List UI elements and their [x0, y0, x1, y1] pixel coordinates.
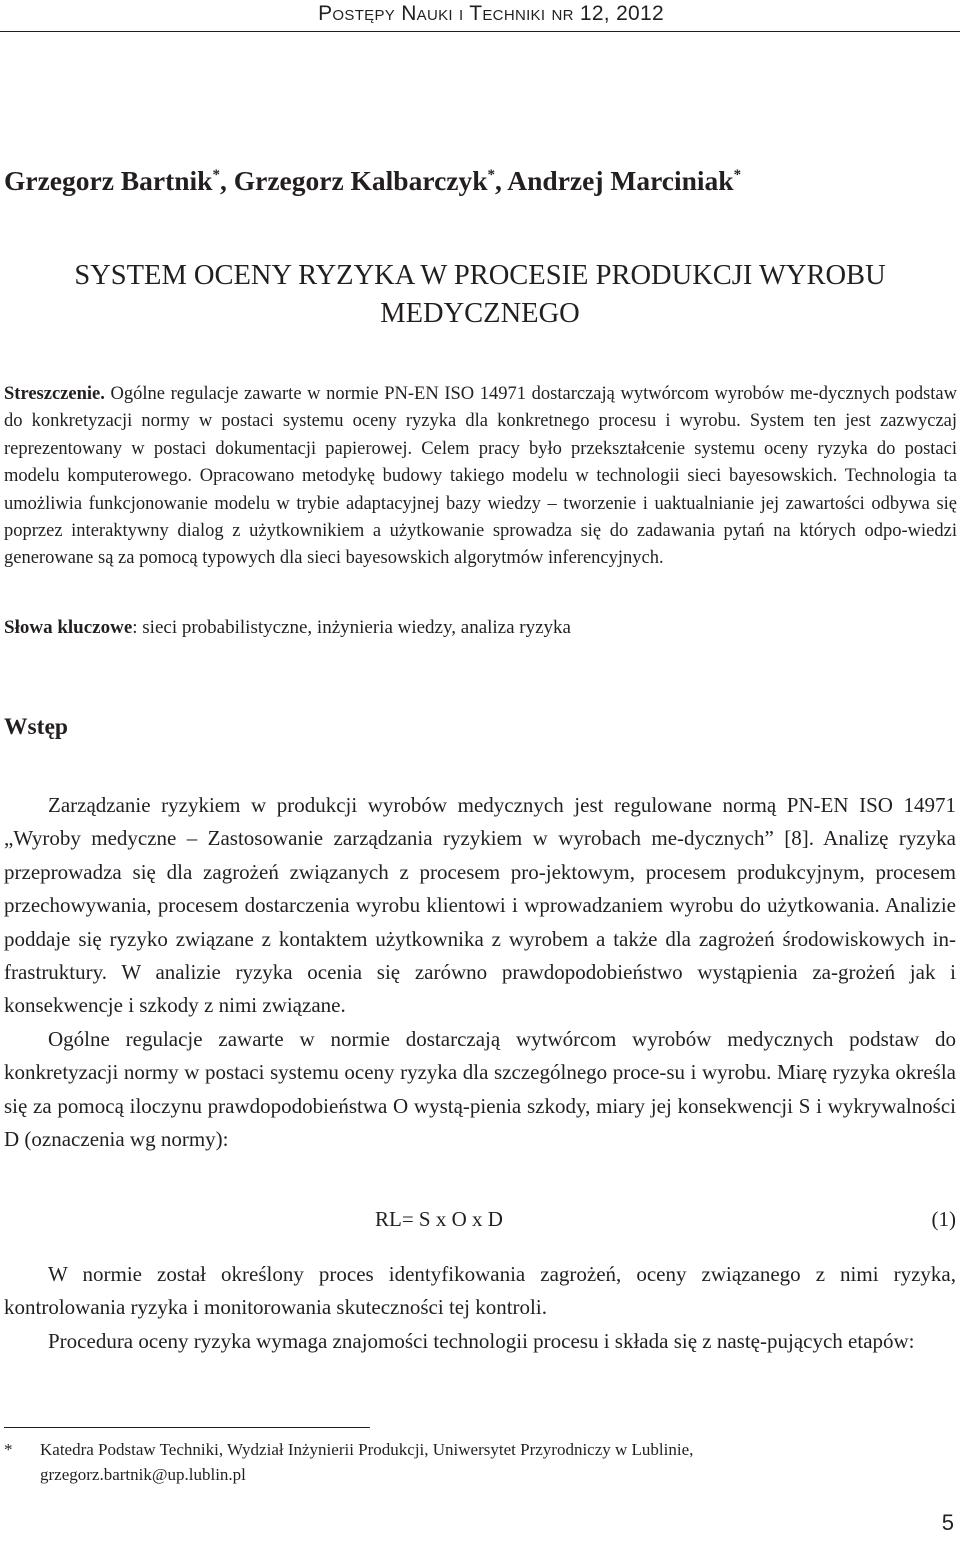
header-rule [0, 31, 960, 32]
footnote-affiliation: Katedra Podstaw Techniki, Wydział Inżynierii Produkcji, Uniwersytet Przyrodniczy w Lublinie, [40, 1440, 694, 1459]
section-heading: Wstęp [4, 714, 68, 740]
running-head: Postępy Nauki i Techniki nr 12, 2012 [318, 2, 664, 25]
body-text-continued [4, 1258, 956, 1358]
keywords [4, 614, 957, 642]
author-mark: * [212, 167, 220, 183]
paragraph: Procedura oceny ryzyka wymaga znajomości technologii procesu i składa się z nastę-pujących etapów: [48, 1328, 915, 1353]
author-name: Grzegorz Kalbarczyk [233, 165, 488, 196]
body-text [4, 789, 956, 1156]
abstract-label: Streszczenie. [4, 384, 105, 404]
article-title [0, 257, 960, 333]
author-separator: , [495, 165, 508, 196]
abstract-text: Ogólne regulacje zawarte w normie PN-EN ISO 14971 dostarczają wytwórcom wyrobów me-dycznych podstaw do konkretyzacji normy w postaci systemu oceny ryzyka dla konkretnego procesu i wyrobu. System ten jest zazwyczaj reprezentowany w postaci dokumentacji papierowej. Celem pracy było przekształcenie systemu oceny ryzyka do postaci modelu komputerowego. Opracowano metodykę budowy takiego modelu w technologii sieci bayesowskich. Technologia ta umożliwia funkcjonowanie modelu w trybie adaptacyjnej bazy wiedzy – tworzenie i uaktualnianie jej zawartości odbywa się poprzez interaktywny dialog z użytkownikiem a użytkowanie sprowadza się do zadawania pytań na których odpo-wiedzi generowane są za pomocą typowych dla sieci bayesowskich algorytmów inferencyjnych. [4, 384, 957, 569]
footnote-email: grzegorz.bartnik@up.lublin.pl [40, 1465, 246, 1484]
title-line: SYSTEM OCENY RYZYKA W PROCESIE PRODUKCJI WYROBU [74, 260, 886, 291]
footnote-mark: * [4, 1440, 13, 1459]
author-name: Grzegorz Bartnik [4, 165, 213, 196]
equation-expression: RL= S x O x D [375, 1207, 503, 1231]
footnote-rule [4, 1427, 370, 1428]
footnote-text [40, 1437, 904, 1487]
title-line: MEDYCZNEGO [380, 298, 580, 329]
author-mark: * [487, 167, 496, 183]
paragraph: Ogólne regulacje zawarte w normie dostarczają wytwórcom wyrobów medycznych podstaw do konkretyzacji normy w postaci systemu oceny ryzyka dla szczególnego proce-su i wyrobu. Miarę ryzyka określa się za pomocą iloczynu prawdopodobieństwa O wystą-pienia szkody, miary jej konsekwencji S i wykrywalności D (oznaczenia wg normy): [4, 1026, 956, 1152]
abstract [4, 381, 957, 573]
author-list [4, 165, 741, 197]
equation-number: (1) [931, 1207, 956, 1231]
keywords-text: : sieci probabilistyczne, inżynieria wiedzy, analiza ryzyka [132, 617, 571, 638]
paragraph: Zarządzanie ryzykiem w produkcji wyrobów medycznych jest regulowane normą PN-EN ISO 14971 „Wyroby medyczne – Zastosowanie zarządzania ryzykiem w wyrobach me-dycznych” [8]. Analizę ryzyka przeprowadza się dla zagrożeń związanych z procesem pro-jektowym, procesem produkcyjnym, procesem przechowywania, procesem dostarczenia wyrobu klientowi i wprowadzaniem wyrobu do użytkowania. Analizie poddaje się ryzyko związane z kontaktem użytkownika z wyrobem a także dla zagrożeń środowiskowych in-frastruktury. W analizie ryzyka ocenia się zarówno prawdopodobieństwo wystąpienia za-grożeń jak i konsekwencje i szkody z nimi związane. [4, 793, 956, 1018]
page-number: 5 [941, 1510, 954, 1535]
paragraph: W normie został określony proces identyfikowania zagrożeń, oceny związanego z nimi ryzyka, kontrolowania ryzyka i monitorowania skuteczności tej kontroli. [4, 1262, 956, 1320]
author-separator: , [219, 165, 234, 196]
author-mark: * [733, 167, 742, 183]
footnote [4, 1437, 904, 1487]
keywords-label: Słowa kluczowe [4, 617, 133, 638]
author-name: Andrzej Marciniak [507, 165, 734, 196]
equation [4, 1202, 956, 1236]
